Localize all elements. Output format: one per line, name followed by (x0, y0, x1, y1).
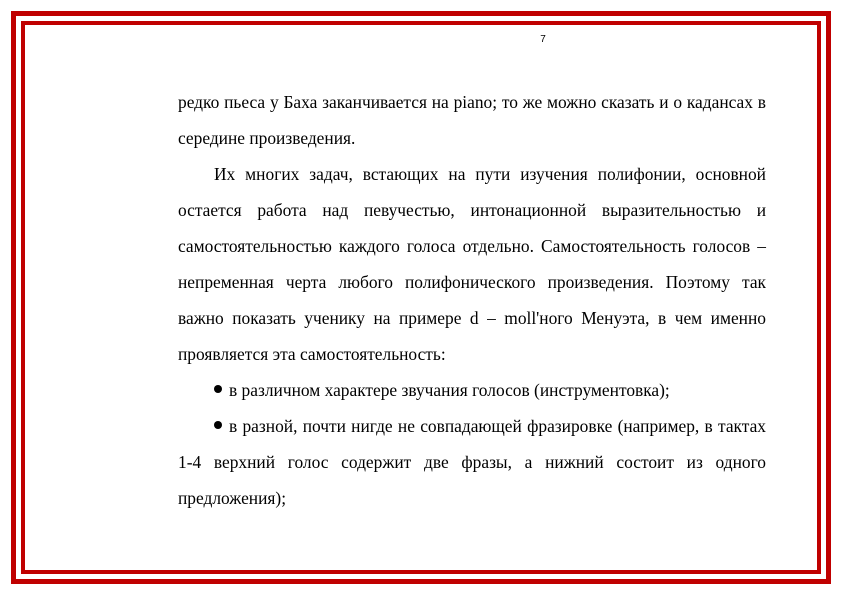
bullet-icon (214, 421, 222, 429)
bullet-item-2 (178, 408, 766, 516)
document-body (178, 84, 766, 516)
bullet-text-1: в различном характере звучания голосов (инструментовка); (229, 380, 670, 400)
bullet-text-2: в разной, почти нигде не совпадающей фразировке (например, в тактах 1-4 верхний голос содержит две фразы, а нижний состоит из одного предложения); (178, 416, 766, 508)
bullet-item-1 (178, 372, 766, 408)
page-number: 7 (540, 34, 546, 45)
paragraph-2: Их многих задач, встающих на пути изучения полифонии, основной остается работа над певучестью, интонационной выразительностью и самостоятельностью каждого голоса отдельно. Самостоятельность голосов – непременная черта любого полифонического произведения. Поэтому так важно показать ученику на примере d – moll'ного Менуэта, в чем именно проявляется эта самостоятельность: (178, 164, 766, 364)
paragraph-1: редко пьеса у Баха заканчивается на piano; то же можно сказать и о кадансах в середине произведения. (178, 92, 766, 148)
bullet-icon (214, 385, 222, 393)
